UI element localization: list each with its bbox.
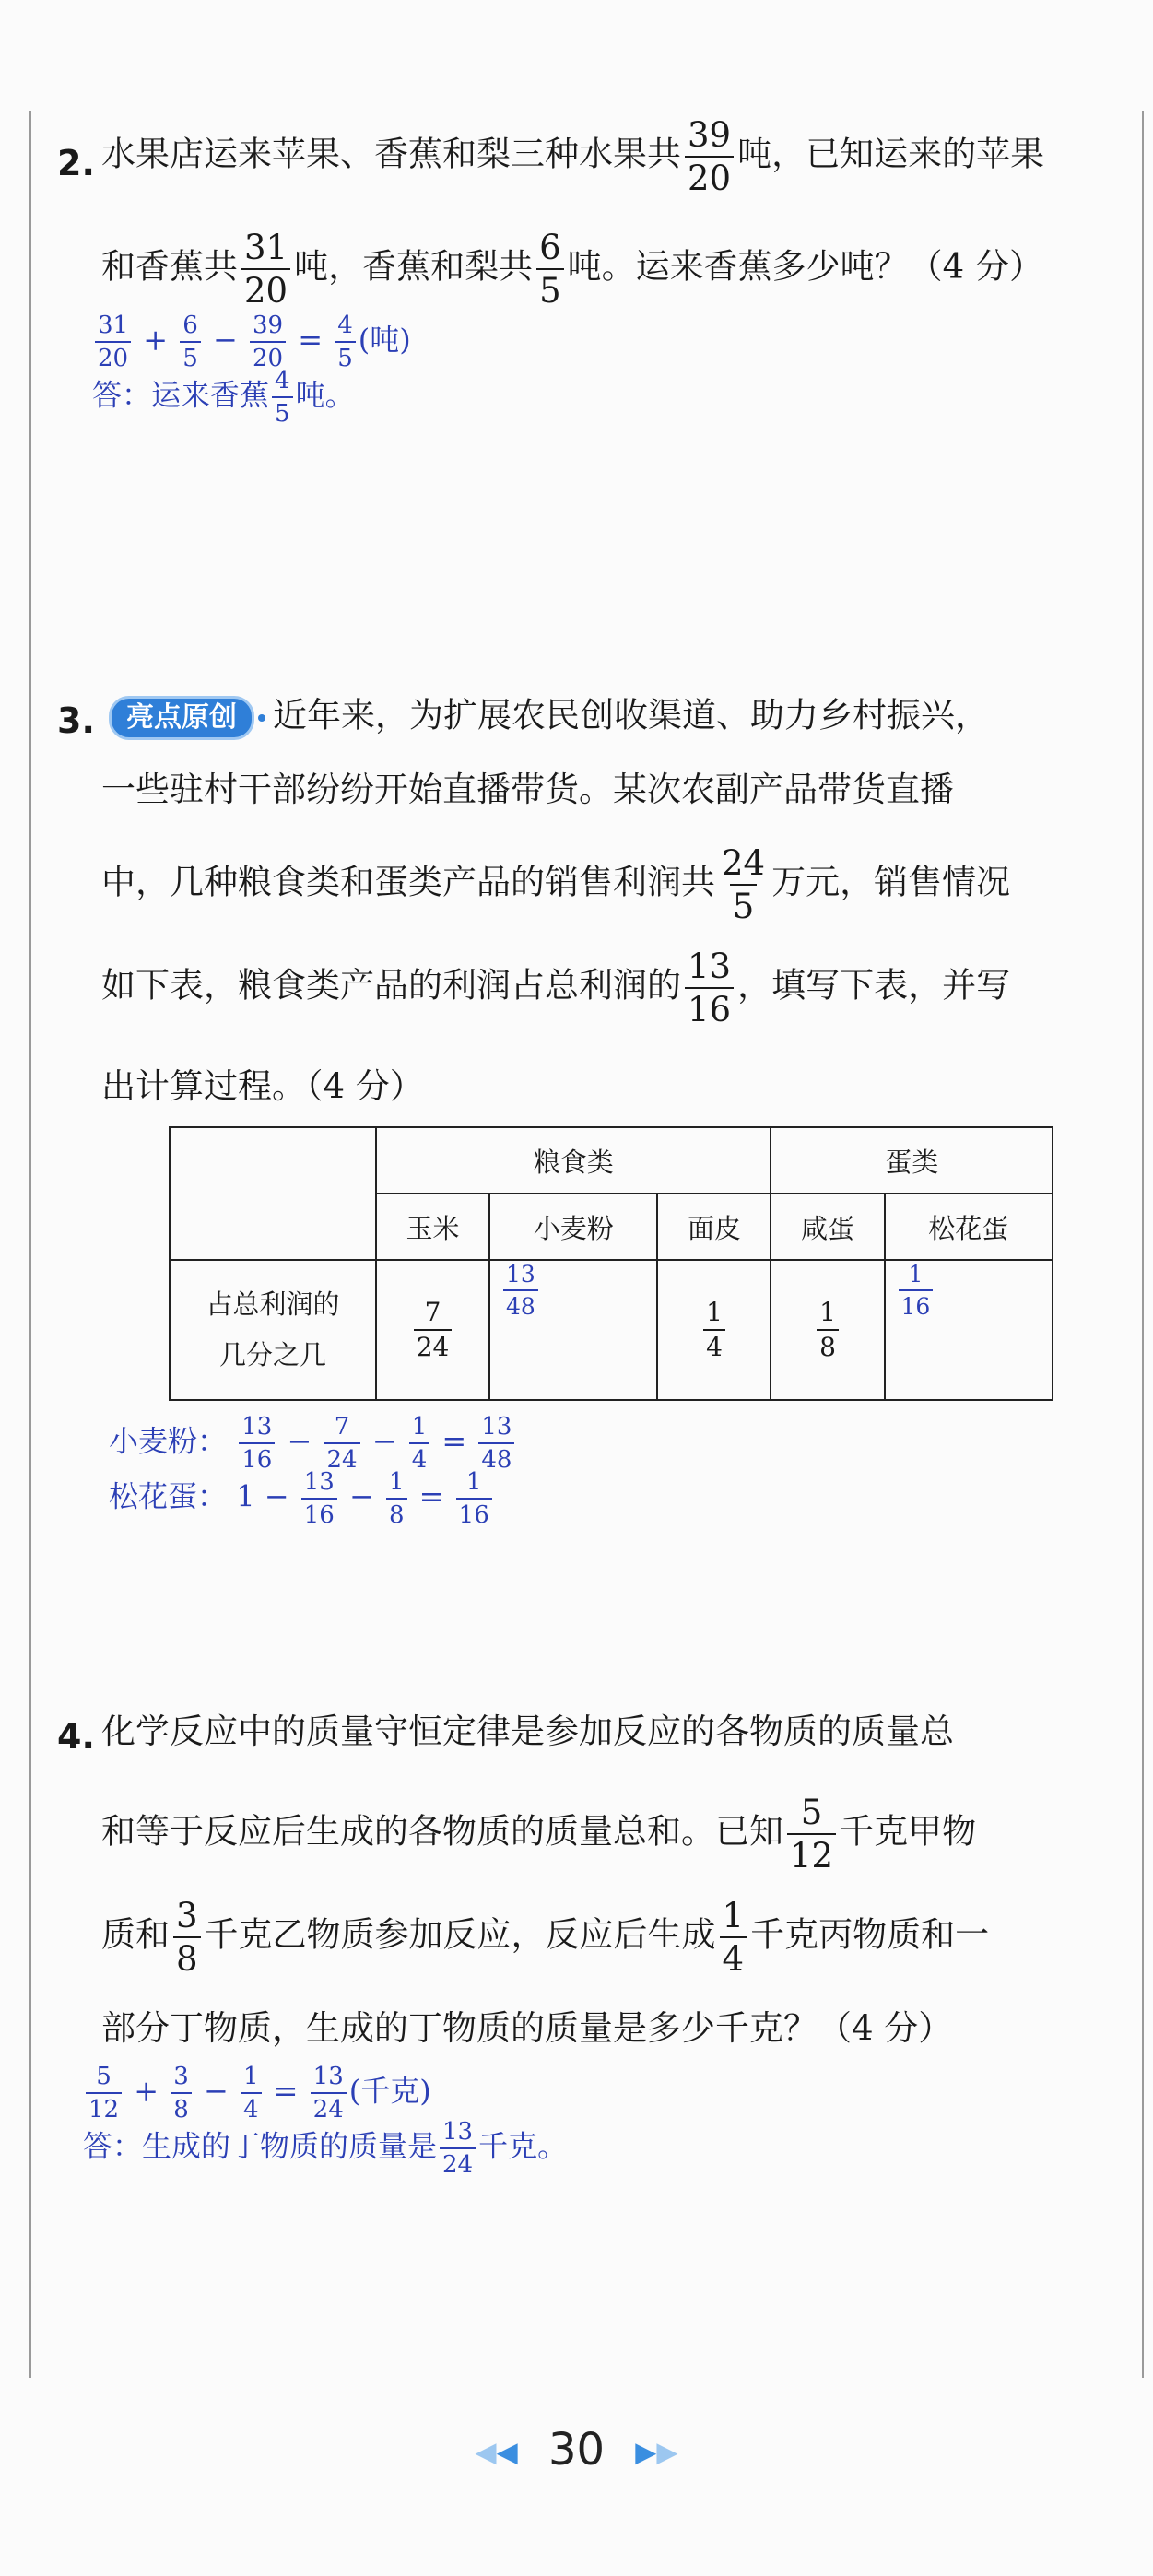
frac xyxy=(239,1415,275,1472)
denominator: 5 xyxy=(536,268,564,308)
denominator: 8 xyxy=(817,1329,839,1360)
right-margin-line xyxy=(1142,111,1144,2378)
frac xyxy=(414,1297,453,1362)
numerator: 13 xyxy=(312,2063,344,2090)
q3-line1 xyxy=(109,696,989,740)
denominator: 20 xyxy=(241,268,290,308)
numerator: 1 xyxy=(465,1468,482,1496)
operator: = xyxy=(273,2073,299,2109)
q2-number: 2. xyxy=(57,143,95,183)
profit-table xyxy=(169,1126,1053,1401)
numerator: 7 xyxy=(424,1297,441,1327)
numerator: 1 xyxy=(819,1297,836,1327)
q2-answer-equation xyxy=(92,313,411,371)
denominator: 12 xyxy=(86,2092,122,2122)
denominator: 8 xyxy=(171,2092,192,2122)
prev-arrow-light-icon: ◀ xyxy=(475,2436,497,2469)
q4-text: 千克乙物质参加反应，反应后生成 xyxy=(204,1914,716,1955)
numerator: 6 xyxy=(539,228,561,267)
col-preserved-egg: 松花蛋 xyxy=(885,1194,1053,1260)
page-footer xyxy=(0,2424,1153,2476)
q3-text: 中，几种粮食类和蛋类产品的销售利润共 xyxy=(101,862,715,902)
frac xyxy=(95,313,131,371)
frac xyxy=(899,1263,934,1318)
frac xyxy=(180,313,201,371)
numerator: 31 xyxy=(98,312,129,339)
denominator: 16 xyxy=(301,1498,337,1527)
operator: − xyxy=(203,2073,229,2109)
operator: − xyxy=(212,322,238,358)
q3-text: 近年来，为扩展农民创收渠道、助力乡村振兴， xyxy=(273,695,989,735)
prev-arrow-icon: ◀ xyxy=(496,2436,518,2469)
numerator: 3 xyxy=(176,1896,198,1935)
denominator: 5 xyxy=(180,341,201,371)
answer-text: 答：运来香蕉 xyxy=(92,377,270,413)
q3-line3 xyxy=(101,843,1011,926)
denominator: 16 xyxy=(899,1289,934,1318)
denominator: 4 xyxy=(720,1936,747,1976)
row-label-line2: 几分之几 xyxy=(218,1339,326,1370)
numerator: 24 xyxy=(722,843,766,883)
numerator: 13 xyxy=(303,1468,335,1496)
numerator: 39 xyxy=(252,312,284,339)
operator: − xyxy=(348,1478,374,1514)
numerator: 1 xyxy=(706,1297,723,1327)
q2-frac-total xyxy=(685,115,734,198)
frac xyxy=(324,1415,359,1472)
calc-label: 小麦粉： xyxy=(109,1423,228,1459)
q4-line2 xyxy=(101,1793,977,1876)
operator: + xyxy=(143,322,169,358)
denominator: 5 xyxy=(272,396,293,426)
q3-number: 3. xyxy=(57,700,95,741)
denominator: 20 xyxy=(685,156,734,195)
q4-line4: 部分丁物质，生成的丁物质的质量是多少千克？（4 分） xyxy=(101,2008,953,2048)
q3-frac-grain xyxy=(685,949,734,1027)
operator: = xyxy=(441,1423,467,1459)
q2-frac-banana-pear xyxy=(536,228,564,311)
denominator: 24 xyxy=(440,2147,476,2177)
denominator: 20 xyxy=(250,341,286,371)
q4-answer-text xyxy=(83,2120,567,2177)
frac xyxy=(386,1470,407,1527)
frac xyxy=(478,1415,514,1472)
q3-calc-flour xyxy=(109,1415,517,1472)
group-grain: 粮食类 xyxy=(376,1127,771,1194)
cell-noodle xyxy=(657,1260,771,1400)
frac xyxy=(409,1415,430,1472)
denominator: 20 xyxy=(95,341,131,371)
frac xyxy=(250,313,286,371)
calc-label: 松花蛋： xyxy=(109,1478,228,1514)
q3-text: ，填写下表，并写 xyxy=(737,965,1011,1006)
answer-text: 千克。 xyxy=(478,2128,568,2164)
denominator: 4 xyxy=(703,1329,725,1360)
denominator: 16 xyxy=(456,1498,492,1527)
page-number: 30 xyxy=(547,2424,606,2476)
unit: (吨) xyxy=(358,322,411,358)
q3-frac-profit xyxy=(719,843,768,926)
cell-corn xyxy=(376,1260,489,1400)
col-salted-egg: 咸蛋 xyxy=(771,1194,884,1260)
operator: = xyxy=(418,1478,444,1514)
operator: − xyxy=(287,1423,312,1459)
numerator: 1 xyxy=(242,2063,259,2090)
operator: + xyxy=(134,2073,159,2109)
q4-line3 xyxy=(101,1896,990,1979)
cell-salted-egg xyxy=(771,1260,884,1400)
numerator: 1 xyxy=(388,1468,405,1496)
answer-text: 答：生成的丁物质的质量是 xyxy=(83,2128,438,2164)
q3-text: 万元，销售情况 xyxy=(771,862,1011,902)
frac xyxy=(503,1263,538,1318)
left-margin-line xyxy=(29,111,31,2378)
q4-line1: 化学反应中的质量守恒定律是参加反应的各物质的质量总 xyxy=(101,1711,954,1751)
cell-flour xyxy=(489,1260,657,1400)
col-noodle: 面皮 xyxy=(657,1194,771,1260)
q3-line4 xyxy=(101,949,1010,1027)
next-arrow-icon: ▶ xyxy=(635,2436,657,2469)
q4-text: 质和 xyxy=(101,1914,170,1955)
q4-frac-b xyxy=(173,1896,201,1979)
numerator: 31 xyxy=(244,228,288,267)
col-corn: 玉米 xyxy=(376,1194,489,1260)
denominator: 12 xyxy=(787,1833,836,1873)
q4-text: 和等于反应后生成的各物质的质量总和。已知 xyxy=(101,1811,783,1852)
highlight-original-tag: 亮点原创 xyxy=(109,696,254,740)
q3-calc-preserved-egg xyxy=(109,1470,495,1527)
operator: = xyxy=(298,322,324,358)
frac xyxy=(311,2064,347,2122)
denominator: 24 xyxy=(324,1442,359,1472)
numerator: 39 xyxy=(688,115,732,155)
denominator: 16 xyxy=(685,987,734,1027)
numerator: 4 xyxy=(337,312,353,339)
frac xyxy=(272,369,293,426)
denominator: 5 xyxy=(335,341,356,371)
frac xyxy=(241,2064,262,2122)
numerator: 5 xyxy=(800,1793,823,1832)
q4-frac-c xyxy=(720,1896,747,1979)
numerator: 5 xyxy=(96,2063,112,2090)
denominator: 8 xyxy=(386,1498,407,1527)
frac xyxy=(456,1470,492,1527)
denominator: 24 xyxy=(414,1329,453,1360)
denominator: 4 xyxy=(409,1442,430,1472)
denominator: 5 xyxy=(730,884,758,923)
q4-answer-equation xyxy=(83,2064,431,2122)
q2-text: 吨。运来香蕉多少吨？（4 分） xyxy=(567,246,1043,287)
numerator: 13 xyxy=(241,1413,273,1441)
q4-text: 千克丙物质和一 xyxy=(750,1914,990,1955)
q2-answer-text xyxy=(92,369,355,426)
numerator: 1 xyxy=(908,1261,924,1288)
col-flour: 小麦粉 xyxy=(489,1194,657,1260)
numerator: 4 xyxy=(275,367,290,394)
numerator: 7 xyxy=(334,1413,350,1441)
numerator: 13 xyxy=(688,947,732,986)
q3-line5: 出计算过程。（4 分） xyxy=(101,1066,424,1106)
q2-text: 水果店运来苹果、香蕉和梨三种水果共 xyxy=(101,134,681,174)
numerator: 3 xyxy=(173,2063,189,2090)
tag-dot-icon xyxy=(258,714,265,722)
row-label xyxy=(170,1260,376,1400)
denominator: 24 xyxy=(311,2092,347,2122)
frac xyxy=(301,1470,337,1527)
denominator: 8 xyxy=(173,1936,201,1976)
numerator: 13 xyxy=(481,1413,512,1441)
operator: − xyxy=(371,1423,397,1459)
q2-line2 xyxy=(101,228,1043,311)
number: 1 xyxy=(236,1478,255,1514)
q2-text: 和香蕉共 xyxy=(101,246,238,287)
numerator: 1 xyxy=(411,1413,428,1441)
q3-text: 如下表，粮食类产品的利润占总利润的 xyxy=(101,965,681,1006)
operator: − xyxy=(264,1478,289,1514)
frac xyxy=(171,2064,192,2122)
denominator: 16 xyxy=(239,1442,275,1472)
answer-text: 吨。 xyxy=(295,377,355,413)
frac xyxy=(440,2120,476,2177)
frac xyxy=(335,313,356,371)
q4-number: 4. xyxy=(57,1716,95,1757)
next-arrow-light-icon: ▶ xyxy=(656,2436,678,2469)
q2-frac-apple-banana xyxy=(241,228,290,311)
denominator: 4 xyxy=(241,2092,262,2122)
q2-text: 吨，已知运来的苹果 xyxy=(737,134,1045,174)
q4-text: 千克甲物 xyxy=(840,1811,977,1852)
numerator: 6 xyxy=(182,312,198,339)
numerator: 13 xyxy=(506,1261,535,1288)
table-corner xyxy=(170,1127,376,1260)
denominator: 48 xyxy=(478,1442,514,1472)
row-label-line1: 占总利润的 xyxy=(206,1288,340,1320)
denominator: 48 xyxy=(503,1289,538,1318)
q3-line2: 一些驻村干部纷纷开始直播带货。某次农副产品带货直播 xyxy=(101,770,954,809)
q2-text: 吨，香蕉和梨共 xyxy=(294,246,534,287)
q2-line1 xyxy=(101,115,1045,198)
unit: (千克) xyxy=(348,2073,431,2109)
numerator: 1 xyxy=(722,1896,745,1935)
numerator: 13 xyxy=(442,2118,474,2146)
cell-preserved-egg xyxy=(885,1260,1053,1400)
group-egg: 蛋类 xyxy=(771,1127,1053,1194)
frac xyxy=(703,1297,725,1362)
q4-frac-a xyxy=(787,1793,836,1876)
frac xyxy=(86,2064,122,2122)
frac xyxy=(817,1297,839,1362)
